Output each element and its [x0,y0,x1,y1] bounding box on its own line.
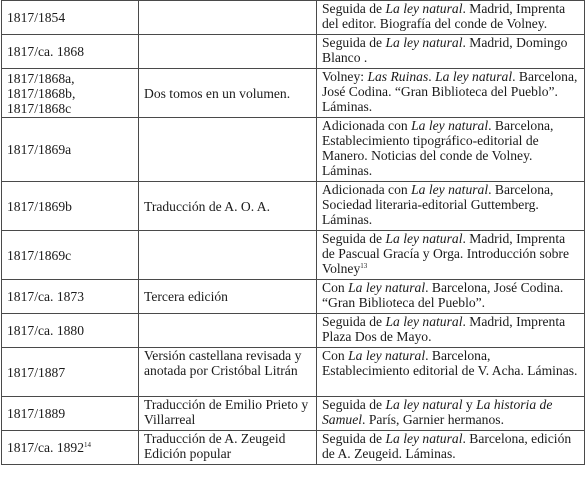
table-row [2,1,585,35]
italic-title: La ley natural [435,69,513,84]
date-text: 1817/1889 [7,406,66,421]
italic-title: La ley natural [348,280,426,295]
italic-title: La ley natural [411,182,489,197]
description-text: . Madrid, Imprenta Plaza Dos de Mayo. [322,314,566,344]
date-text: 1817/ca. 1873 [7,289,85,304]
note-cell [139,314,317,348]
description-text: . Barcelona, Establecimiento tipográfico-editorial de Manero. Noticias del conde de Volney. Láminas. [322,118,554,178]
date-text: 1817/1854 [7,10,66,25]
description-cell [317,231,585,280]
description-cell [317,69,585,118]
note-cell: Versión castellana revisada y anotada por Cristóbal Litrán [139,348,317,397]
italic-title: La ley natural [385,35,463,50]
description-cell [317,1,585,35]
footnote-marker: 14 [84,441,92,449]
description-text: . Madrid, Domingo Blanco . [322,35,568,65]
description-text: Seguida de [322,231,386,246]
note-cell [139,35,317,69]
italic-title: Las Ruinas [367,69,429,84]
description-cell [317,182,585,231]
note-cell: Dos tomos en un volumen. [139,69,317,118]
table-row [2,35,585,69]
note-cell [139,231,317,280]
description-cell [317,348,585,397]
description-cell [317,118,585,182]
italic-title: La ley natural [348,348,426,363]
description-cell [317,35,585,69]
italic-title: La ley natural [385,397,463,412]
description-text: Seguida de [322,1,386,16]
date-cell [2,35,139,69]
date-cell [2,348,139,397]
italic-title: La ley natural [385,231,463,246]
date-cell [2,182,139,231]
table-row [2,182,585,231]
table-row [2,348,585,397]
date-cell [2,231,139,280]
description-text: Seguida de [322,314,386,329]
description-text: . Barcelona, José Codina. “Gran Biblioteca del Pueblo”. Láminas. [322,69,578,114]
table-row [2,118,585,182]
description-text: Adicionada con [322,118,412,133]
date-text: 1817/1868a, 1817/1868b, 1817/1868c [7,70,76,116]
description-cell [317,280,585,314]
table-row [2,280,585,314]
description-text: . [428,69,436,84]
table-row [2,431,585,465]
note-cell: Traducción de A. O. A. [139,182,317,231]
description-text: Con [322,280,349,295]
date-cell [2,431,139,465]
description-text: . Barcelona, José Codina. “Gran Biblioteca del Pueblo”. [322,280,564,310]
date-text: 1817/1869a [7,142,72,157]
date-cell [2,397,139,431]
note-cell [139,118,317,182]
date-cell [2,314,139,348]
description-text: . Barcelona, Establecimiento editorial de V. Acha. Láminas. [322,348,578,378]
italic-title: La ley natural [411,118,489,133]
date-cell [2,280,139,314]
description-text: . Barcelona, Sociedad literaria-editorial Guttemberg. Láminas. [322,182,554,227]
note-cell [139,1,317,35]
note-cell: Traducción de Emilio Prieto y Villarreal [139,397,317,431]
date-text: 1817/1869b [7,198,72,214]
editions-table [1,0,585,465]
date-cell [2,69,139,118]
table-row [2,397,585,431]
date-text: 1817/ca. 1880 [7,323,85,338]
date-text: 1817/ca. 1868 [7,44,85,59]
description-cell [317,397,585,431]
description-text: Seguida de [322,397,386,412]
description-text: Con [322,348,349,363]
description-text: . Madrid, Imprenta de Pascual Gracía y Orga. Introducción sobre Volney [322,231,569,276]
description-text: Adicionada con [322,182,412,197]
description-text: y [462,397,477,412]
italic-title: La ley natural [385,314,463,329]
description-cell [317,314,585,348]
italic-title: La ley natural [385,1,463,16]
table-row [2,69,585,118]
date-text: 1817/1869c [7,247,72,263]
date-cell [2,1,139,35]
description-text: . Barcelona, edición de A. Zeugeid. Láminas. [322,431,572,461]
description-text: . París, Garnier hermanos. [362,412,504,427]
italic-title: La ley natural [385,431,463,446]
description-cell [317,431,585,465]
italic-title: La historia de Samuel [322,397,553,427]
note-cell: Tercera edición [139,280,317,314]
description-text: Seguida de [322,431,386,446]
description-text: Volney: [322,69,368,84]
date-text: 1817/ca. 1892 [7,440,85,455]
date-cell [2,118,139,182]
table-row [2,231,585,280]
table-row [2,314,585,348]
description-text: Seguida de [322,35,386,50]
date-text: 1817/1887 [7,364,66,380]
footnote-marker: 13 [360,262,368,270]
note-cell: Traducción de A. Zeugeid Edición popular [139,431,317,465]
description-text: . Madrid, Imprenta del editor. Biografía del conde de Volney. [322,1,566,31]
